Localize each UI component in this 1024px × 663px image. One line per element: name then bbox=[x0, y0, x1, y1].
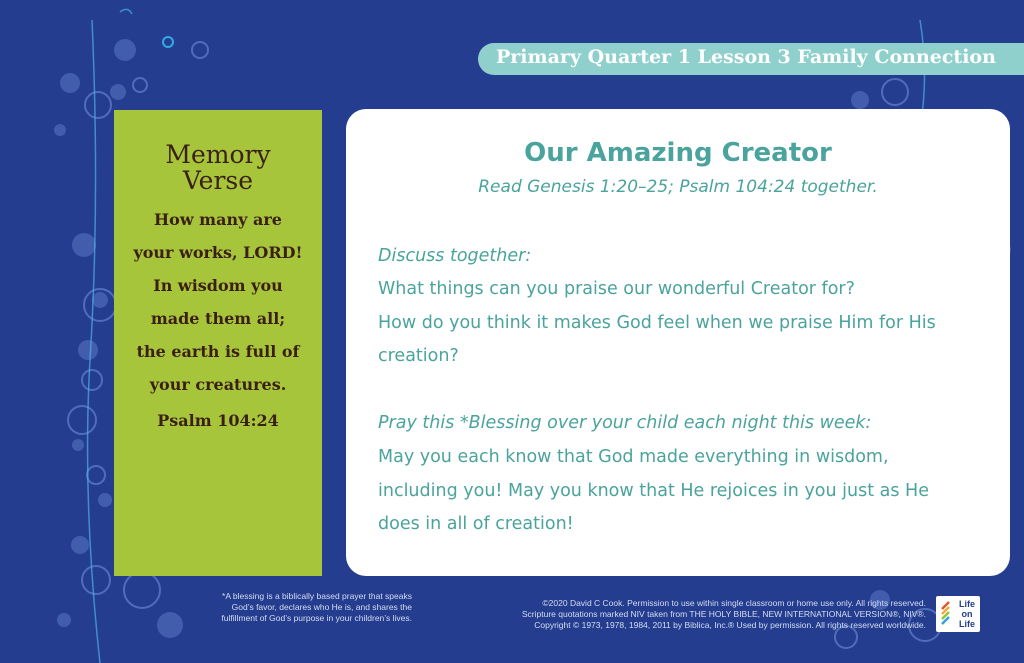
copyright-line: Copyright © 1973, 1978, 1984, 2011 by Biblica, Inc.® Used by permission. All rights reserved worldwide. bbox=[534, 620, 926, 630]
memory-verse-heading bbox=[114, 142, 322, 194]
header-title: Primary Quarter 1 Lesson 3 Family Connection bbox=[496, 46, 996, 68]
verse-reference: Psalm 104:24 bbox=[157, 411, 279, 430]
copyright-line: Scripture quotations marked NIV taken from THE HOLY BIBLE, NEW INTERNATIONAL VERSION®, NIV®. bbox=[521, 609, 926, 619]
blessing-line: May you each know that God made everything in wisdom, bbox=[378, 447, 889, 467]
verse-line: the earth is full of bbox=[136, 342, 300, 361]
pray-heading: Pray this *Blessing over your child each night this week: bbox=[378, 413, 872, 433]
logo-word: Life bbox=[958, 619, 975, 629]
life-on-life-logo bbox=[936, 596, 980, 632]
discuss-question: How do you think it makes God feel when we praise Him for His bbox=[378, 313, 936, 333]
logo-text bbox=[954, 599, 980, 629]
blessing-line: does in all of creation! bbox=[378, 514, 574, 534]
discuss-question: What things can you praise our wonderful Creator for? bbox=[378, 279, 855, 299]
logo-word: on bbox=[961, 609, 973, 619]
footnote-line: fulfillment of God’s purpose in your children’s lives. bbox=[221, 613, 412, 623]
verse-line: How many are bbox=[154, 210, 282, 229]
memory-verse-heading-line2: Verse bbox=[182, 166, 254, 195]
verse-line: In wisdom you bbox=[153, 276, 283, 295]
discuss-heading: Discuss together: bbox=[378, 246, 532, 266]
discuss-question: creation? bbox=[378, 346, 459, 366]
logo-color-bars-icon bbox=[939, 601, 953, 627]
reading-instruction: Read Genesis 1:20–25; Psalm 104:24 together. bbox=[478, 177, 878, 197]
lesson-title: Our Amazing Creator bbox=[524, 138, 832, 168]
blessing-footnote bbox=[160, 591, 412, 624]
footnote-line: *A blessing is a biblically based prayer that speaks bbox=[222, 591, 412, 601]
verse-line: your creatures. bbox=[149, 375, 287, 394]
lesson-content-card bbox=[346, 109, 1010, 576]
header-banner bbox=[478, 43, 1024, 75]
memory-verse-card bbox=[114, 110, 322, 576]
memory-verse-heading-line1: Memory bbox=[165, 140, 271, 169]
verse-line: your works, LORD! bbox=[133, 243, 303, 262]
verse-line: made them all; bbox=[150, 309, 286, 328]
blessing-line: including you! May you know that He rejoices in you just as He bbox=[378, 481, 929, 501]
copyright-line: ©2020 David C Cook. Permission to use within single classroom or home use only. All rights reserved. bbox=[542, 598, 926, 608]
copyright-notice bbox=[468, 598, 926, 631]
footnote-line: God’s favor, declares who He is, and shares the bbox=[231, 602, 412, 612]
logo-word: Life bbox=[958, 599, 975, 609]
